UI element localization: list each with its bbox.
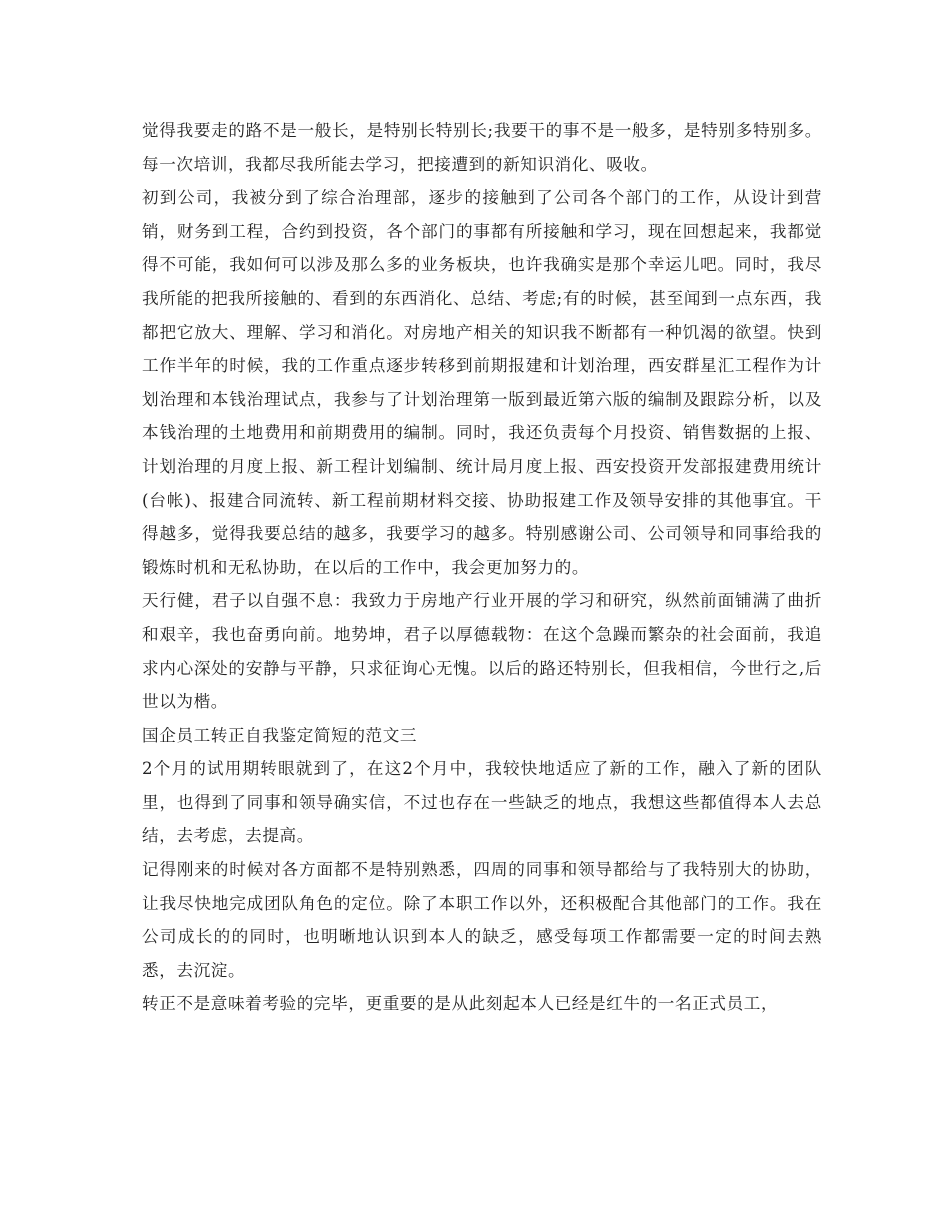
paragraph-regularization: 转正不是意味着考验的完毕，更重要的是从此刻起本人已经是红牛的一名正式员工， xyxy=(142,994,779,1014)
paragraph-probation: 2个月的试用期转眼就到了，在这2个月中，我较快地适应了新的工作，融入了新的团队里，也得到了同事和领导确实信，不过也存在一些缺乏的地点，我想这些都值得本人去总结，去考虑，去提高。 xyxy=(142,759,822,846)
section-heading: 国企员工转正自我鉴定简短的范文三 xyxy=(142,725,418,745)
document-body xyxy=(142,114,822,1021)
paragraph-intro-continued: 觉得我要走的路不是一般长，是特别长特别长;我要干的事不是一般多，是特别多特别多。每一次培训，我都尽我所能去学习，把接遭到的新知识消化、吸收。 xyxy=(142,121,822,174)
paragraph-team-help: 记得刚来的时候对各方面都不是特别熟悉，四周的同事和领导都给与了我特别大的协助，让我尽快地完成团队角色的定位。除了本职工作以外，还积极配合其他部门的工作。我在公司成长的的同时，也明晰地认识到本人的缺乏，感受每项工作都需要一定的时间去熟悉，去沉淀。 xyxy=(142,860,822,980)
paragraph-closing-motto: 天行健，君子以自强不息：我致力于房地产行业开展的学习和研究，纵然前面铺满了曲折和艰辛，我也奋勇向前。地势坤，君子以厚德载物：在这个急躁而繁杂的社会面前，我追求内心深处的安静与平静，只求征询心无愧。以后的路还特别长，但我相信，今世行之,后世以为楷。 xyxy=(142,591,822,712)
paragraph-work-experience: 初到公司，我被分到了综合治理部，逐步的接触到了公司各个部门的工作，从设计到营销，财务到工程，合约到投资，各个部门的事都有所接触和学习，现在回想起来，我都觉得不可能，我如何可以涉及那么多的业务板块，也许我确实是那个幸运儿吧。同时，我尽我所能的把我所接触的、看到的东西消化、总结、考虑;有的时候，甚至闻到一点东西，我都把它放大、理解、学习和消化。对房地产相关的知识我不断都有一种饥渴的欲望。快到工作半年的时候，我的工作重点逐步转移到前期报建和计划治理，西安群星汇工程作为计划治理和本钱治理试点，我参与了计划治理第一版到最近第六版的编制及跟踪分析，以及本钱治理的土地费用和前期费用的编制。同时，我还负责每个月投资、销售数据的上报、计划治理的月度上报、新工程计划编制、统计局月度上报、西安投资开发部报建费用统计(台帐)、报建合同流转、新工程前期材料交接、协助报建工作及领导安排的其他事宜。干得越多，觉得我要总结的越多，我要学习的越多。特别感谢公司、公司领导和同事给我的锻炼时机和无私协助，在以后的工作中，我会更加努力的。 xyxy=(142,188,822,577)
